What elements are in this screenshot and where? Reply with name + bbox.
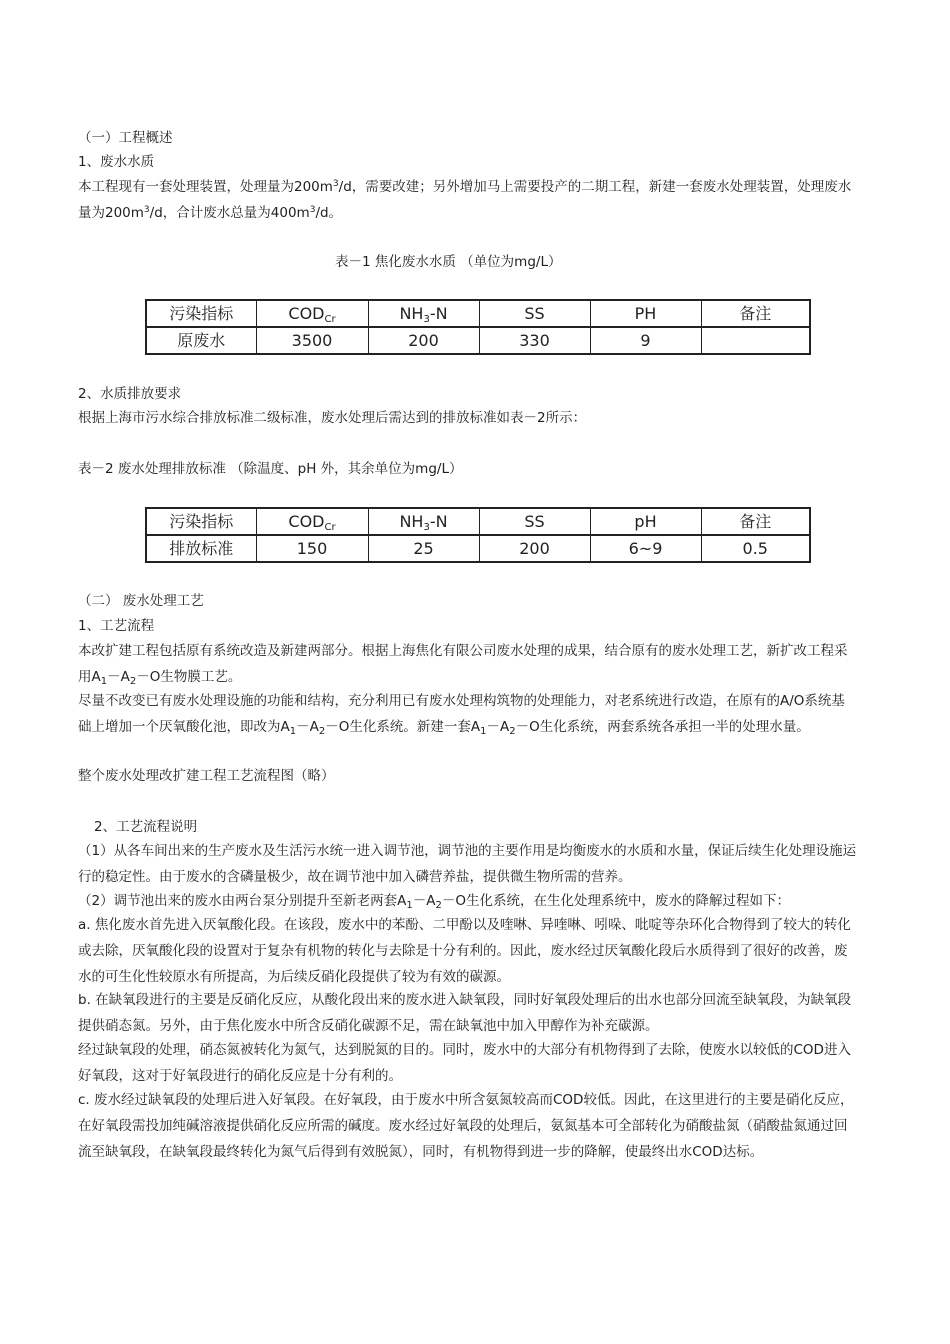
value-cell: 6~9 [590, 535, 701, 562]
header-cell: $NH_3-N$ [368, 508, 479, 535]
subheading-process-flow: 1、工艺流程 [78, 618, 155, 634]
value-cell: 9 [590, 327, 701, 354]
header-cell: $COD_{Cr}$ [256, 300, 368, 327]
process-paragraph-3: 整个废水处理改扩建工程工艺流程图（略） [78, 768, 335, 784]
header-cell: $NH_3-N$ [368, 300, 479, 327]
process-paragraph-1: 本改扩建工程包括原有系统改造及新建两部分。根据上海焦化有限公司废水处理的成果，结合原有的废水处理工艺，新扩改工程采用$A_1-A_2-O$生物膜工艺。 [78, 643, 848, 687]
header-cell: $COD_{Cr}$ [256, 508, 368, 535]
header-cell: PH [590, 300, 701, 327]
row-label-cell: 排放标准 [146, 535, 256, 562]
header-cell: 污染指标 [146, 300, 256, 327]
section-heading-process: （二） 废水处理工艺 [78, 593, 204, 609]
header-cell: 备注 [701, 300, 810, 327]
process-paragraph-2: 尽量不改变已有废水处理设施的功能和结构，充分利用已有废水处理构筑物的处理能力，对老系统进行改造，在原有的A/O系统基础上增加一个厌氧酸化池，即改为$A_1-A_2-O$生化系统。新建一套$A_1-A_2-O$生化系统，两套系统各承担一半的处理水量。 [78, 693, 845, 737]
value-cell: 200 [479, 535, 590, 562]
header-cell: SS [479, 508, 590, 535]
subheading-process-description: 2、工艺流程说明 [94, 819, 198, 835]
table-row [146, 535, 810, 562]
step-a-paragraph: a. 焦化废水首先进入厌氧酸化段。在该段，废水中的苯酚、二甲酚以及喹啉、异喹啉、吲哚、吡啶等杂环化合物得到了较大的转化或去除，厌氧酸化段的设置对于复杂有机物的转化与去除是十分有利的。因此，废水经过厌氧酸化段后水质得到了很好的改善，废水的可生化性较原水有所提高，为后续反硝化段提供了较为有效的碳源。 [78, 917, 851, 985]
table2-caption: 表－2 废水处理排放标准 （除温度、pH 外，其余单位为mg/L） [78, 461, 463, 477]
table1-caption: 表－1 焦化废水水质 （单位为mg/L） [335, 254, 562, 270]
header-cell: SS [479, 300, 590, 327]
header-cell: 污染指标 [146, 508, 256, 535]
value-cell: 200 [368, 327, 479, 354]
value-cell: 0.5 [701, 535, 810, 562]
header-cell: pH [590, 508, 701, 535]
discharge-paragraph: 根据上海市污水综合排放标准二级标准，废水处理后需达到的排放标准如表－2所示： [78, 410, 587, 426]
step-2-paragraph: （2）调节池出来的废水由两台泵分别提升至新老两套$A_1-A_2-O$生化系统，在生化处理系统中，废水的降解过程如下： [78, 893, 790, 911]
table2-discharge-standard [145, 507, 811, 563]
table1-raw-water-quality [145, 299, 811, 355]
header-cell: 备注 [701, 508, 810, 535]
row-label-cell: 原废水 [146, 327, 256, 354]
subheading-discharge-requirements: 2、水质排放要求 [78, 386, 182, 402]
table-header-row [146, 508, 810, 535]
table-row [146, 327, 810, 354]
step-1-paragraph: （1）从各车间出来的生产废水及生活污水统一进入调节池，调节池的主要作用是均衡废水的水质和水量，保证后续生化处理设施运行的稳定性。由于废水的含磷量极少，故在调节池中加入磷营养盐，提供微生物所需的营养。 [78, 843, 857, 885]
value-cell: 150 [256, 535, 368, 562]
subheading-water-quality: 1、废水水质 [78, 154, 155, 170]
value-cell: 330 [479, 327, 590, 354]
table-header-row [146, 300, 810, 327]
step-c-paragraph: c. 废水经过缺氧段的处理后进入好氧段。在好氧段，由于废水中所含氨氮较高而COD较低。因此，在这里进行的主要是硝化反应，在好氧段需投加纯碱溶液提供硝化反应所需的碱度。废水经过好氧段的处理后，氨氮基本可全部转化为硝酸盐氮（硝酸盐氮通过回流至缺氧段，在缺氧段最终转化为氮气后得到有效脱氮），同时，有机物得到进一步的降解，使最终出水COD达标。 [78, 1092, 854, 1160]
intro-paragraph: 本工程现有一套处理装置，处理量为$200m^3/d$，需要改建；另外增加马上需要投产的二期工程，新建一套废水处理装置，处理废水量为$200m^3/d$，合计废水总量为$400m^3/d$。 [78, 179, 852, 221]
value-cell: 25 [368, 535, 479, 562]
step-b-paragraph: b. 在缺氧段进行的主要是反硝化反应，从酸化段出来的废水进入缺氧段，同时好氧段处理后的出水也部分回流至缺氧段，为缺氧段提供硝态氮。另外，由于焦化废水中所含反硝化碳源不足，需在缺氧池中加入甲醇作为补充碳源。 [78, 992, 852, 1034]
value-cell: 3500 [256, 327, 368, 354]
value-cell [701, 327, 810, 354]
section-heading-overview: （一）工程概述 [78, 130, 173, 146]
step-b2-paragraph: 经过缺氧段的处理，硝态氮被转化为氮气，达到脱氮的目的。同时，废水中的大部分有机物得到了去除，使废水以较低的COD进入好氧段，这对于好氧段进行的硝化反应是十分有利的。 [78, 1042, 851, 1084]
